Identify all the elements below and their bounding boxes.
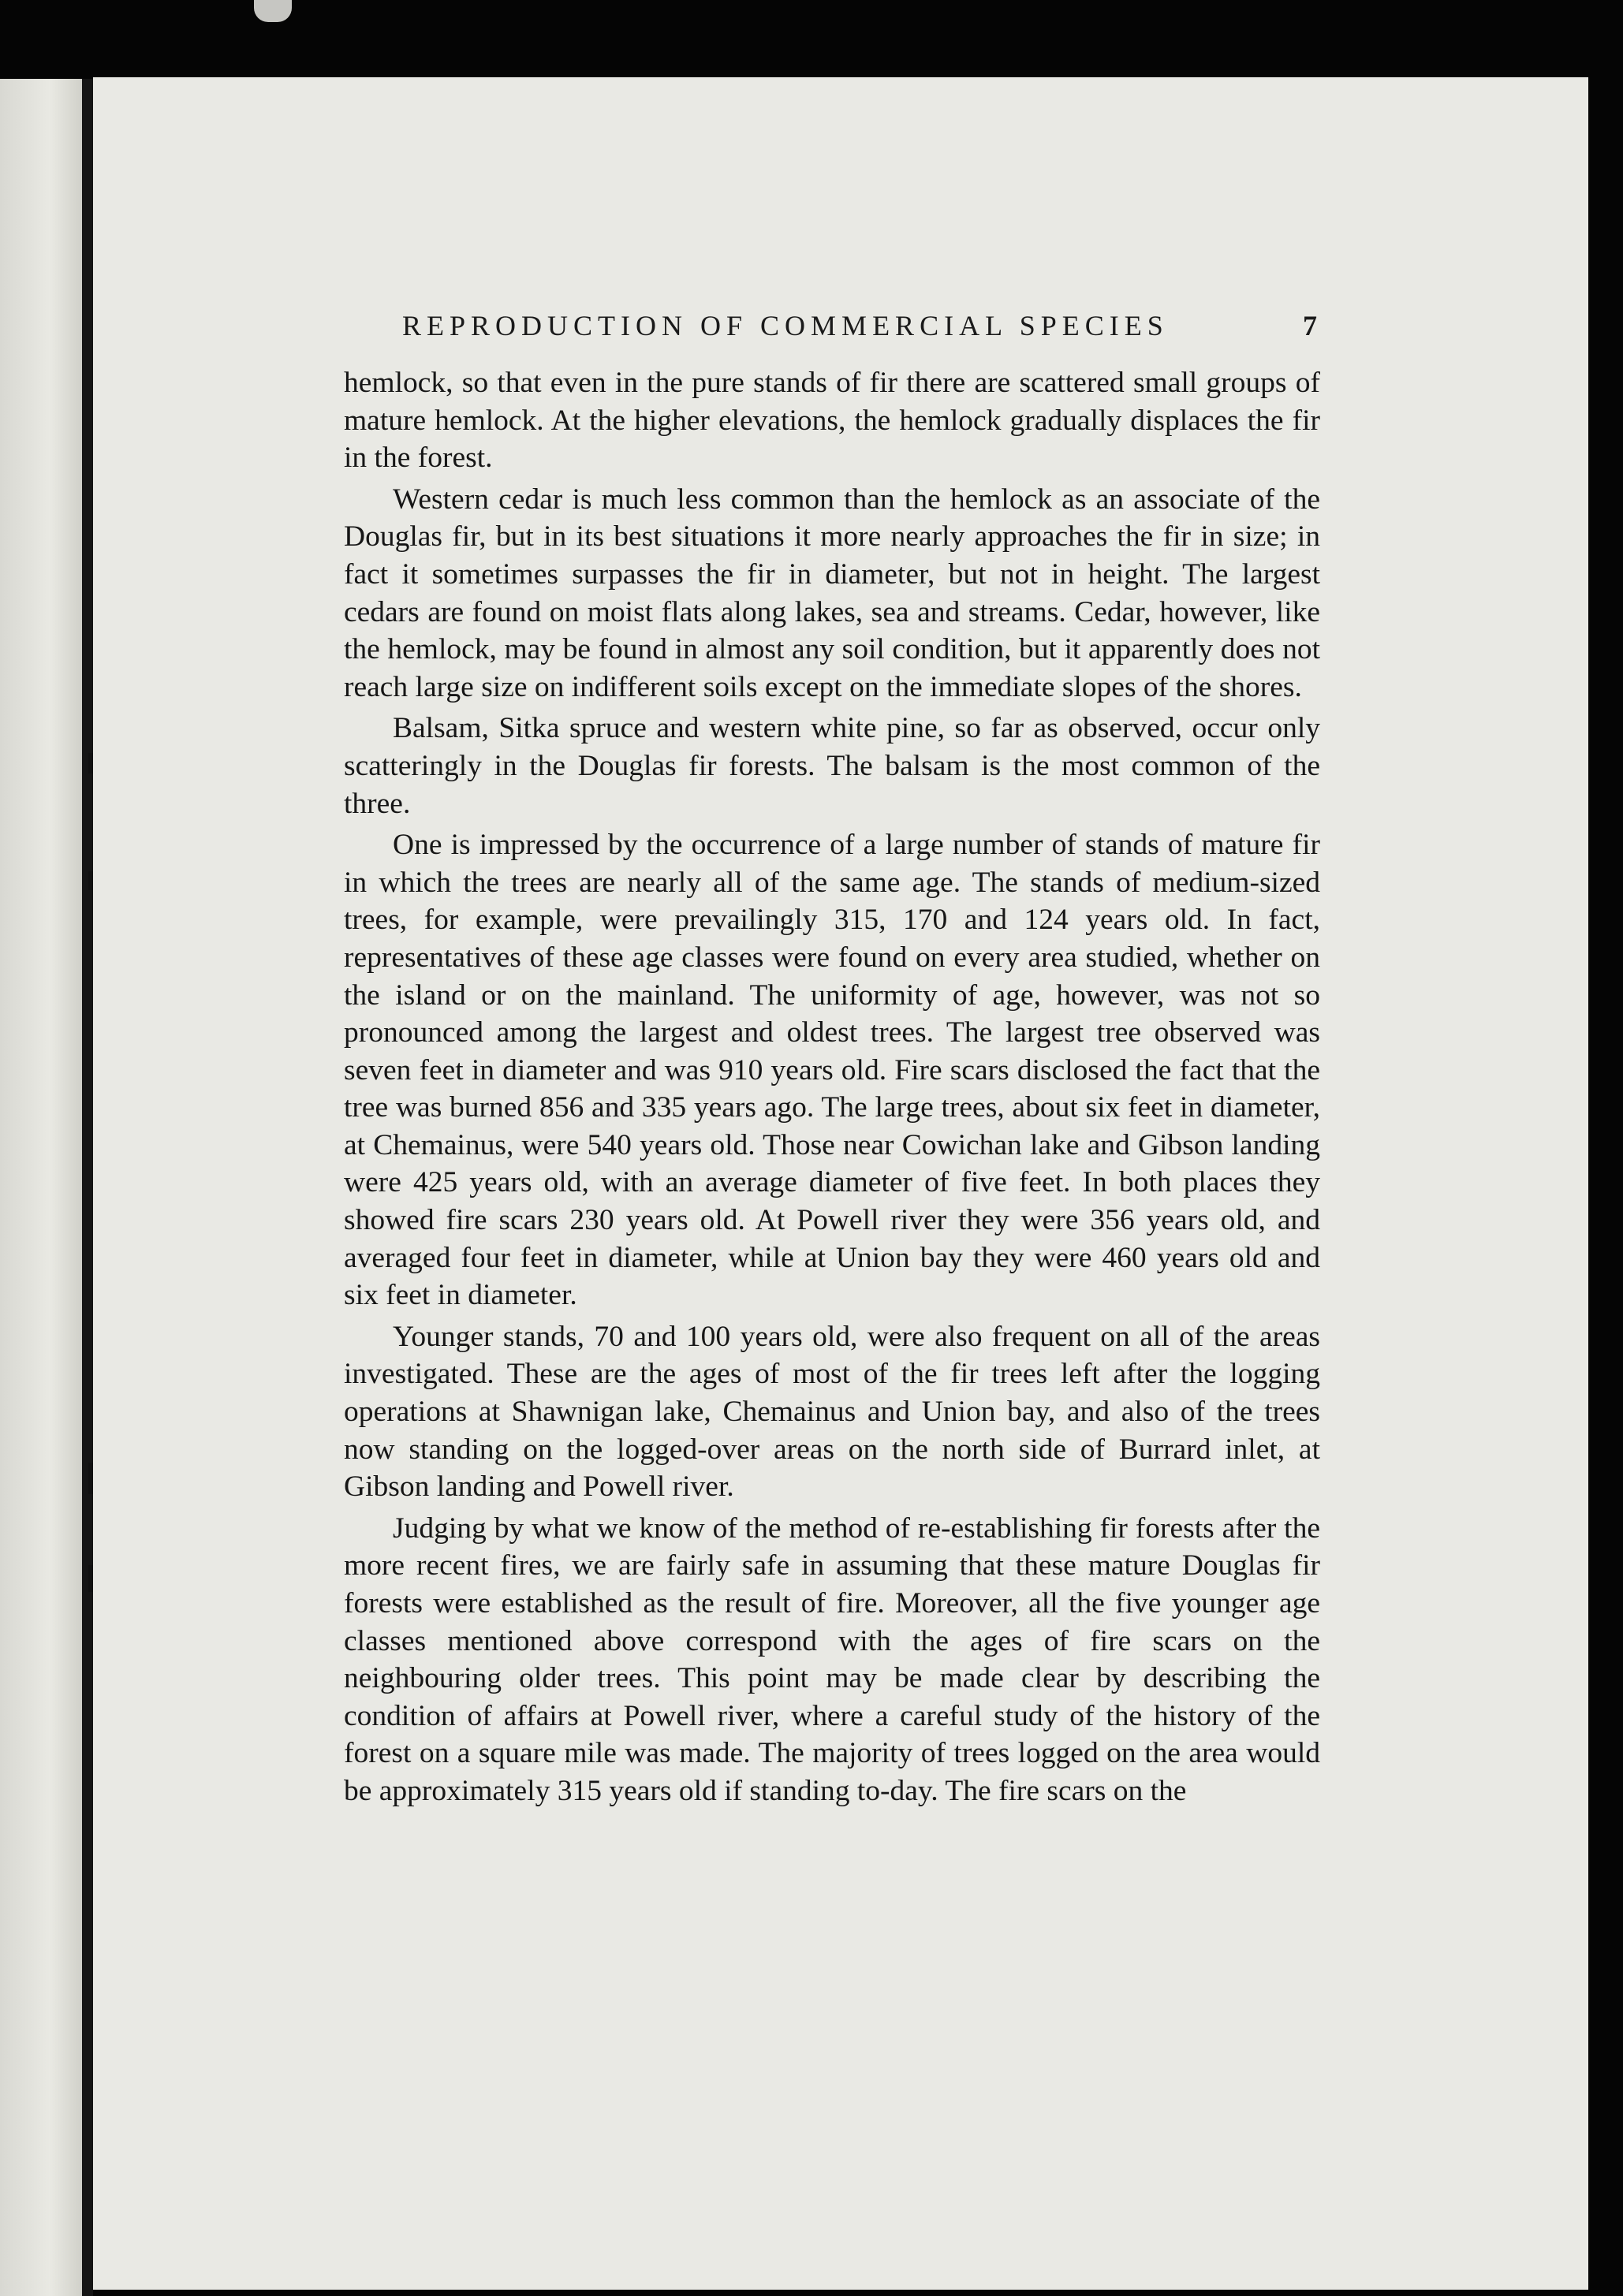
paragraph: Younger stands, 70 and 100 years old, were also frequent on all of the areas investigated. These are the ages of most of the fir trees left after the logging operations at Shawnigan lake, Chemainus and Union bay, and also of the trees now standing on the logged-over areas on the north side of Burrard inlet, at Gibson landing and Powell river. bbox=[344, 1320, 1320, 1504]
paragraph: hemlock, so that even in the pure stands of fir there are scattered small groups of mature hemlock. At the higher elevations, the hemlock gradually displaces the fir in the forest. bbox=[344, 367, 1320, 475]
scan-artifact-mark bbox=[254, 0, 292, 22]
running-head-title: REPRODUCTION OF COMMERCIAL SPECIES bbox=[402, 310, 1169, 341]
paragraph: One is impressed by the occurrence of a large number of stands of mature fir in which the trees are nearly all of the same age. The stands of medium-sized trees, for example, were prevailingly 315, 170 and 124 years old. In fact, representatives of these age classes were found on every area studied, whether on the island or on the mainland. The uniformity of age, however, was not so pronounced among the largest and oldest trees. The largest tree observed was seven feet in diameter and was 910 years old. Fire scars disclosed the fact that the tree was burned 856 and 335 years ago. The large trees, about six feet in diameter, at Chemainus, were 540 years old. Those near Cowichan lake and Gibson landing were 425 years old, with an average diameter of five feet. In both places they showed fire scars 230 years old. At Powell river they were 356 years old, and averaged four feet in diameter, while at Union bay they were 460 years old and six feet in diameter. bbox=[344, 829, 1320, 1312]
book-binding bbox=[82, 79, 93, 2296]
facing-page-edge bbox=[0, 79, 84, 2296]
paragraph: Balsam, Sitka spruce and western white pine, so far as observed, occur only scatteringly in the Douglas fir forests. The balsam is the most common of the three. bbox=[344, 712, 1320, 820]
body-text bbox=[344, 364, 1320, 1810]
running-head bbox=[402, 306, 1317, 345]
page-number: 7 bbox=[1303, 310, 1317, 341]
paragraph: Western cedar is much less common than the hemlock as an associate of the Douglas fir, but in its best situations it more nearly approaches the fir in size; in fact it sometimes surpasses the fir in diameter, but not in height. The largest cedars are found on moist flats along lakes, sea and streams. Cedar, however, like the hemlock, may be found in almost any soil condition, but it apparently does not reach large size on indifferent soils except on the immediate slopes of the shores. bbox=[344, 483, 1320, 703]
paragraph: Judging by what we know of the method of re-establishing fir forests after the more recent fires, we are fairly safe in assuming that these mature Douglas fir forests were established as the result of fire. Moreover, all the five younger age classes mentioned above correspond with the ages of fire scars on the neighbouring older trees. This point may be made clear by describing the condition of affairs at Powell river, where a careful study of the history of the forest on a square mile was made. The majority of trees logged on the area would be approximately 315 years old if standing to-day. The fire scars on the bbox=[344, 1511, 1320, 1807]
